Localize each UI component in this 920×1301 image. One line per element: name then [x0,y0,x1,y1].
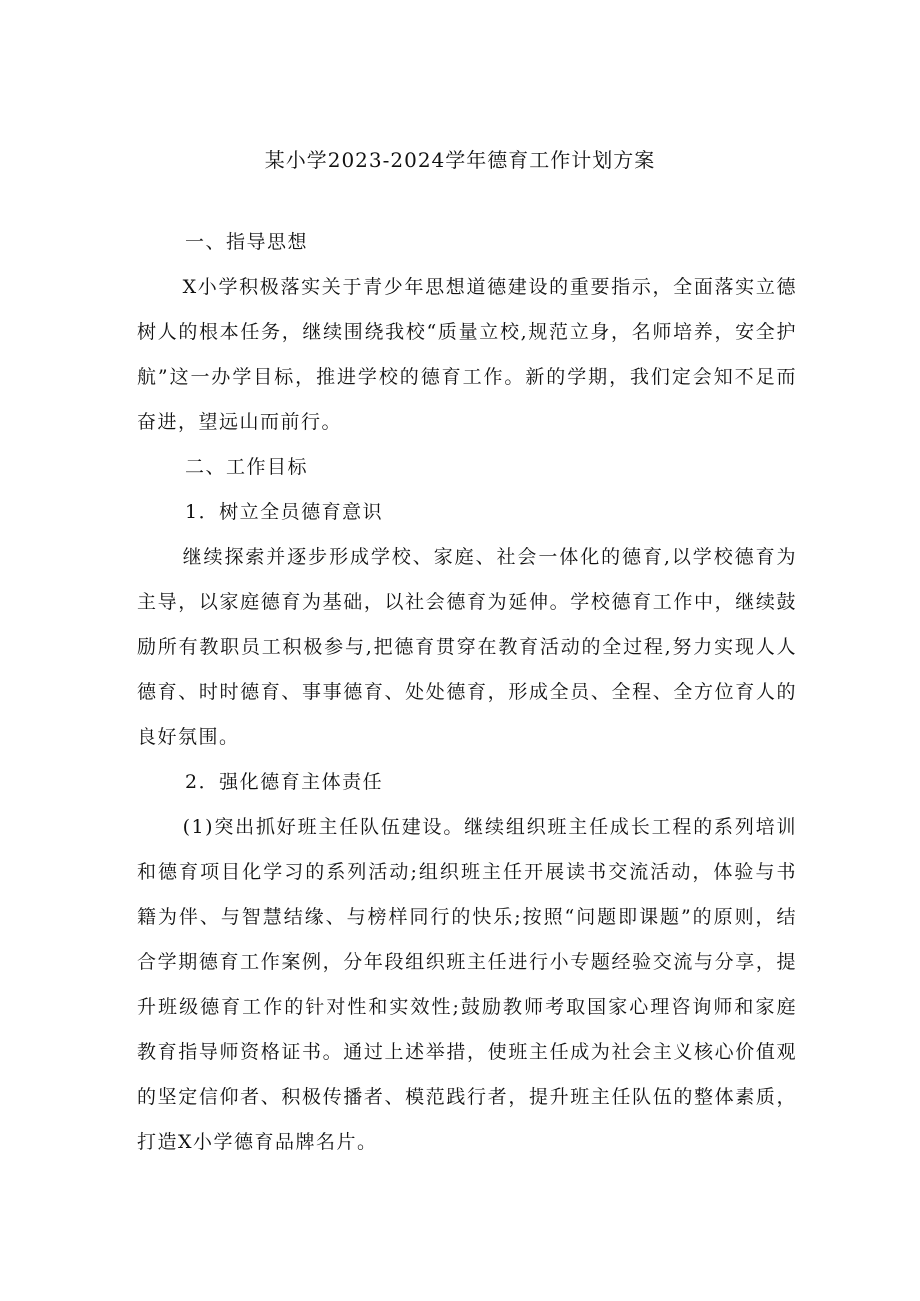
item-heading-responsibility: 2．强化德育主体责任 [185,771,384,793]
paragraph-all-staff-awareness: 继续探索并逐步形成学校、家庭、社会一体化的德育,以学校德育为主导，以家庭德育为基础，以社会德育为延伸。学校德育工作中，继续鼓励所有教职员工积极参与,把德育贯穿在教育活动的全过程,努力实现人人德育、时时德育、事事德育、处处德育，形成全员、全程、全方位育人的良好氛围。 [137,546,797,748]
section-heading-work-goals: 二、工作目标 [185,456,309,478]
document-body [137,220,797,1165]
document-title: 某小学2023-2024学年德育工作计划方案 [264,148,656,172]
paragraph-guiding-ideology: X小学积极落实关于青少年思想道德建设的重要指示，全面落实立德树人的根本任务，继续围绕我校“质量立校,规范立身，名师培养，安全护航”这一办学目标，推进学校的德育工作。新的学期，我们定会知不足而奋进，望远山而前行。 [137,276,797,433]
paragraph-class-teacher-team: (1)突出抓好班主任队伍建设。继续组织班主任成长工程的系列培训和德育项目化学习的系列活动;组织班主任开展读书交流活动，体验与书籍为伴、与智慧结缘、与榜样同行的快乐;按照“问题即课题”的原则，结合学期德育工作案例，分年段组织班主任进行小专题经验交流与分享，提升班级德育工作的针对性和实效性;鼓励教师考取国家心理咨询师和家庭教育指导师资格证书。通过上述举措，使班主任成为社会主义核心价值观的坚定信仰者、积极传播者、模范践行者，提升班主任队伍的整体素质，打造X小学德育品牌名片。 [137,816,797,1153]
item-heading-all-staff-awareness: 1．树立全员德育意识 [185,501,384,523]
section-heading-guiding-ideology: 一、指导思想 [185,231,309,253]
